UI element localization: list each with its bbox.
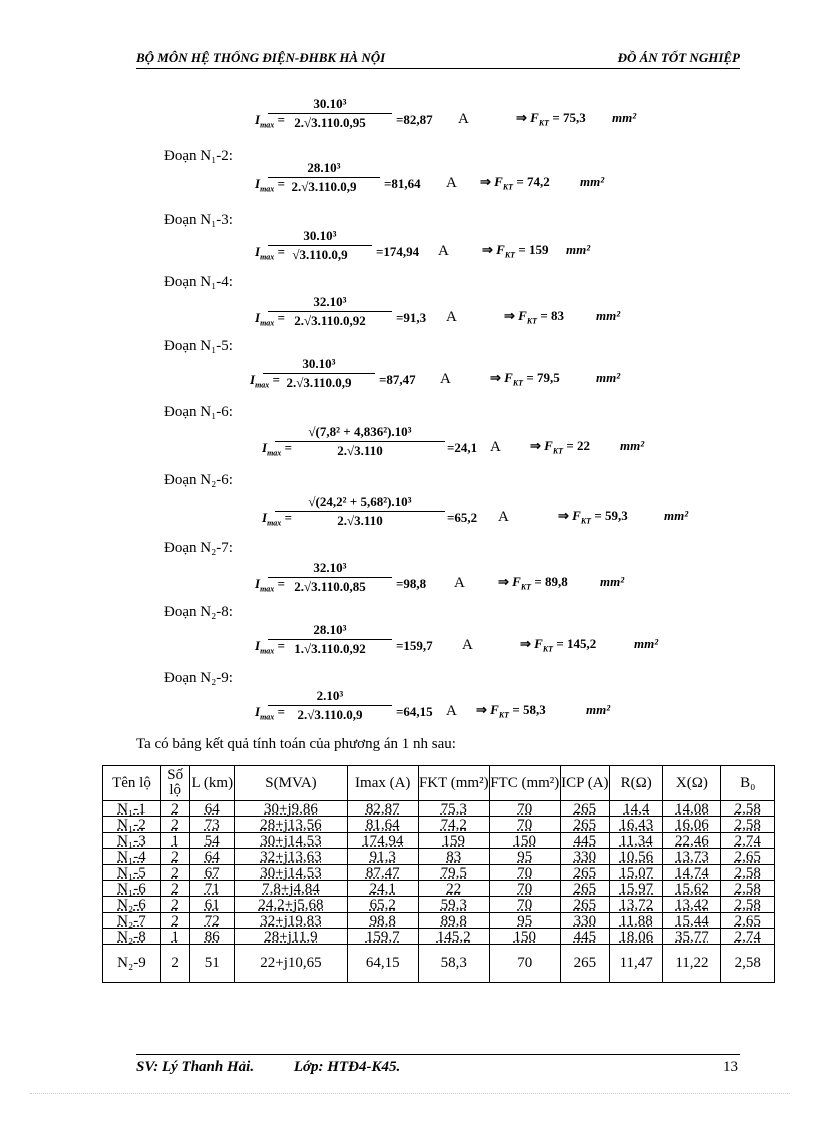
table-cell: 159,7 [347,929,418,945]
header-department: BỘ MÔN HỆ THỐNG ĐIỆN-ĐHBK HÀ NỘI [136,50,386,65]
table-cell: 22+j10,65 [235,945,348,983]
table-cell: N₂-6 [103,897,161,913]
table-cell: 2 [160,817,190,833]
table-cell: 445 [560,833,609,849]
table-cell: 2 [160,945,190,983]
table-cell: 79,5 [418,865,489,881]
current-result: =174,94 [376,244,420,259]
current-unit: A [438,243,449,259]
current-unit: A [498,509,509,525]
table-cell: N₁-2 [103,817,161,833]
table-intro: Ta có bảng kết quả tính toán của phương án 1 nh sau: [136,736,456,752]
current-result: =81,64 [384,176,421,191]
table-cell: 32+j13,63 [235,849,348,865]
table-cell: 98,8 [347,913,418,929]
table-cell: 18,06 [609,929,663,945]
current-unit: A [446,309,457,325]
table-cell: N₁-5 [103,865,161,881]
table-cell: 265 [560,817,609,833]
current-unit: A [454,575,465,591]
table-cell: 30+j9,86 [235,801,348,817]
current-result: =24,1 [447,440,478,455]
table-row [103,881,775,897]
table-cell: 265 [560,881,609,897]
fraction [268,96,392,131]
column-header: Số lộ [160,766,190,801]
imax-symbol: $I_{max}$ = [255,244,285,262]
table-cell: 13,42 [663,897,721,913]
imax-symbol: $I_{max}$ = [255,704,285,722]
imax-symbol: $I_{max}$ = [262,510,292,528]
table-cell: 71 [190,881,235,897]
table-cell: 59,3 [418,897,489,913]
fraction [268,688,392,723]
page-footer [136,1054,740,1076]
table-cell: 11,47 [609,945,663,983]
numerator: 28.10³ [268,160,380,178]
denominator: 2.√3.110.0,9 [291,179,357,194]
numerator: 28.10³ [268,622,392,640]
fraction [268,160,380,195]
table-cell: N₂-9 [103,945,161,983]
table-cell: 24,1 [347,881,418,897]
table-cell: 51 [190,945,235,983]
table-cell: 330 [560,849,609,865]
column-header: R(Ω) [609,766,663,801]
table-cell: 61 [190,897,235,913]
fkt-result: ⇒ $F_{KT} = 75,3$ [516,110,586,128]
current-result: =64,15 [396,704,433,719]
table-cell: 15,97 [609,881,663,897]
table-cell: 70 [489,897,560,913]
table-cell: 2 [160,849,190,865]
table-cell: 82,87 [347,801,418,817]
current-result: =87,47 [379,372,416,387]
fkt-result: ⇒ $F_{KT} = 145,2$ [520,636,597,654]
fraction [268,228,372,263]
table-cell: 1 [160,929,190,945]
table-cell: 24,2+j5,68 [235,897,348,913]
table-cell: 83 [418,849,489,865]
table-cell: 2 [160,801,190,817]
table-cell: 2,58 [721,881,775,897]
table-cell: N₁-1 [103,801,161,817]
column-header: Tên lộ [103,766,161,801]
denominator: 2.√3.110.0,9 [286,375,352,390]
bottom-dotted-divider [30,1093,790,1094]
imax-symbol: $I_{max}$ = [262,440,292,458]
table-cell: N₂-7 [103,913,161,929]
table-cell: 75,3 [418,801,489,817]
current-unit: A [446,703,457,719]
table-cell: 7,8+j4,84 [235,881,348,897]
table-cell: 73 [190,817,235,833]
fkt-result: ⇒ $F_{KT} = 59,3$ [558,508,628,526]
area-unit: mm² [612,110,637,125]
fkt-result: ⇒ $F_{KT} = 83$ [504,308,564,326]
table-cell: 2,58 [721,897,775,913]
table-cell: 15,62 [663,881,721,897]
area-unit: mm² [620,438,645,453]
table-cell: 58,3 [418,945,489,983]
table-cell: 265 [560,945,609,983]
table-cell: 2,58 [721,817,775,833]
segment-label: Đoạn N₂-7: [164,540,233,556]
table-cell: N₁-3 [103,833,161,849]
fraction [268,294,392,329]
table-cell: 22 [418,881,489,897]
imax-symbol: $I_{max}$ = [255,638,285,656]
table-cell: 16,43 [609,817,663,833]
table-cell: 81,64 [347,817,418,833]
segment-label: Đoạn N₁-6: [164,404,233,420]
fkt-result: ⇒ $F_{KT} = 159$ [482,242,549,260]
fkt-result: ⇒ $F_{KT} = 22$ [530,438,590,456]
current-unit: A [490,439,501,455]
segment-label: Đoạn N₁-3: [164,212,233,228]
footer-student: SV: Lý Thanh Hải. [136,1059,255,1075]
numerator: √(7,8² + 4,836²).10³ [275,424,445,442]
table-cell: 13,73 [663,849,721,865]
table-cell: 64 [190,801,235,817]
table-row [103,897,775,913]
fkt-result: ⇒ $F_{KT} = 58,3$ [476,702,546,720]
imax-symbol: $I_{max}$ = [255,112,285,130]
footer-class: Lớp: HTĐ4-K45. [293,1059,401,1075]
current-unit: A [458,111,469,127]
current-unit: A [462,637,473,653]
fraction [275,424,445,459]
denominator: 2.√3.110.0,95 [294,115,366,130]
table-cell: 11,88 [609,913,663,929]
area-unit: mm² [664,508,689,523]
numerator: 32.10³ [268,294,392,312]
table-cell: 67 [190,865,235,881]
segment-label: Đoạn N₁-4: [164,274,233,290]
table-cell: 2,58 [721,865,775,881]
fkt-result: ⇒ $F_{KT} = 89,8$ [498,574,568,592]
table-row [103,913,775,929]
current-result: =98,8 [396,576,427,591]
table-cell: 14,08 [663,801,721,817]
area-unit: mm² [634,636,659,651]
table-cell: 265 [560,865,609,881]
column-header: ICP (A) [560,766,609,801]
denominator: 2.√3.110.0,92 [294,313,366,328]
current-unit: A [440,371,451,387]
table-cell: 28+j11,9 [235,929,348,945]
column-header: S(MVA) [235,766,348,801]
table-cell: 30+j14,53 [235,865,348,881]
current-unit: A [446,175,457,191]
table-cell: 35,77 [663,929,721,945]
table-cell: N₂-8 [103,929,161,945]
table-cell: 95 [489,913,560,929]
table-cell: 64,15 [347,945,418,983]
table-cell: 32+j19,83 [235,913,348,929]
table-cell: N₁-6 [103,881,161,897]
numerator: 32.10³ [268,560,392,578]
table-cell: 13,72 [609,897,663,913]
area-unit: mm² [586,702,611,717]
denominator: √3.110.0,9 [292,247,348,262]
page-header [136,50,740,69]
fkt-result: ⇒ $F_{KT} = 74,2$ [480,174,550,192]
table-cell: 2 [160,913,190,929]
table-cell: 2,74 [721,833,775,849]
denominator: 1.√3.110.0,92 [294,641,366,656]
page-number: 13 [723,1059,738,1075]
area-unit: mm² [566,242,591,257]
table-cell: 2 [160,897,190,913]
denominator: 2.√3.110.0,85 [294,579,366,594]
segment-label: Đoạn N₁-5: [164,338,233,354]
table-cell: 87,47 [347,865,418,881]
table-cell: 64 [190,849,235,865]
column-header: Imax (A) [347,766,418,801]
table-cell: 2,58 [721,801,775,817]
table-cell: 89,8 [418,913,489,929]
table-cell: 74,2 [418,817,489,833]
table-cell: 54 [190,833,235,849]
table-cell: 445 [560,929,609,945]
table-cell: 15,44 [663,913,721,929]
table-row [103,801,775,817]
denominator: 2.√3.110 [337,443,383,458]
fraction [268,622,392,657]
table-row [103,945,775,983]
imax-symbol: $I_{max}$ = [255,176,285,194]
imax-symbol: $I_{max}$ = [255,576,285,594]
table-cell: 159 [418,833,489,849]
numerator: 30.10³ [263,356,375,374]
table-cell: 265 [560,801,609,817]
numerator: 30.10³ [268,228,372,246]
table-cell: 11,34 [609,833,663,849]
table-cell: 2,58 [721,945,775,983]
table-cell: 265 [560,897,609,913]
table-cell: 150 [489,833,560,849]
table-cell: 70 [489,801,560,817]
area-unit: mm² [600,574,625,589]
table-cell: N₁-4 [103,849,161,865]
table-cell: 65,2 [347,897,418,913]
table-row [103,833,775,849]
area-unit: mm² [596,308,621,323]
current-result: =82,87 [396,112,433,127]
table-row [103,865,775,881]
current-result: =91,3 [396,310,427,325]
table-cell: 2,65 [721,849,775,865]
table-cell: 72 [190,913,235,929]
numerator: 30.10³ [268,96,392,114]
table-cell: 14,4 [609,801,663,817]
table-cell: 2,65 [721,913,775,929]
table-cell: 2 [160,865,190,881]
column-header: X(Ω) [663,766,721,801]
table-cell: 1 [160,833,190,849]
table-cell: 330 [560,913,609,929]
table-cell: 2,74 [721,929,775,945]
header-project: ĐỒ ÁN TỐT NGHIỆP [617,50,740,65]
table-cell: 28+j13,56 [235,817,348,833]
results-table [102,765,775,983]
imax-symbol: $I_{max}$ = [250,372,280,390]
table-cell: 30+j14,53 [235,833,348,849]
table-cell: 15,07 [609,865,663,881]
table-header-row [103,766,775,801]
column-header: FKT (mm²) [418,766,489,801]
table-cell: 174,94 [347,833,418,849]
fraction [275,494,445,529]
area-unit: mm² [596,370,621,385]
table-cell: 70 [489,817,560,833]
table-cell: 70 [489,865,560,881]
table-cell: 2 [160,881,190,897]
denominator: 2.√3.110.0,9 [297,707,363,722]
table-cell: 10,56 [609,849,663,865]
table-cell: 22,46 [663,833,721,849]
table-cell: 95 [489,849,560,865]
table-cell: 91,3 [347,849,418,865]
table-cell: 70 [489,945,560,983]
table-body [103,801,775,983]
current-result: =159,7 [396,638,433,653]
segment-label: Đoạn N₂-6: [164,472,233,488]
current-result: =65,2 [447,510,478,525]
table-row [103,929,775,945]
column-header: FTC (mm²) [489,766,560,801]
denominator: 2.√3.110 [337,513,383,528]
imax-symbol: $I_{max}$ = [255,310,285,328]
segment-label: Đoạn N₁-2: [164,148,233,164]
fkt-result: ⇒ $F_{KT} = 79,5$ [490,370,560,388]
table-cell: 16,06 [663,817,721,833]
table-row [103,817,775,833]
segment-label: Đoạn N₂-9: [164,670,233,686]
column-header: L (km) [190,766,235,801]
table-cell: 86 [190,929,235,945]
numerator: √(24,2² + 5,68²).10³ [275,494,445,512]
column-header: B₀ [721,766,775,801]
table-cell: 150 [489,929,560,945]
table-cell: 11,22 [663,945,721,983]
fraction [268,560,392,595]
fraction [263,356,375,391]
table-cell: 70 [489,881,560,897]
table-row [103,849,775,865]
area-unit: mm² [580,174,605,189]
numerator: 2.10³ [268,688,392,706]
table-cell: 14,74 [663,865,721,881]
table-cell: 145,2 [418,929,489,945]
segment-label: Đoạn N₂-8: [164,604,233,620]
